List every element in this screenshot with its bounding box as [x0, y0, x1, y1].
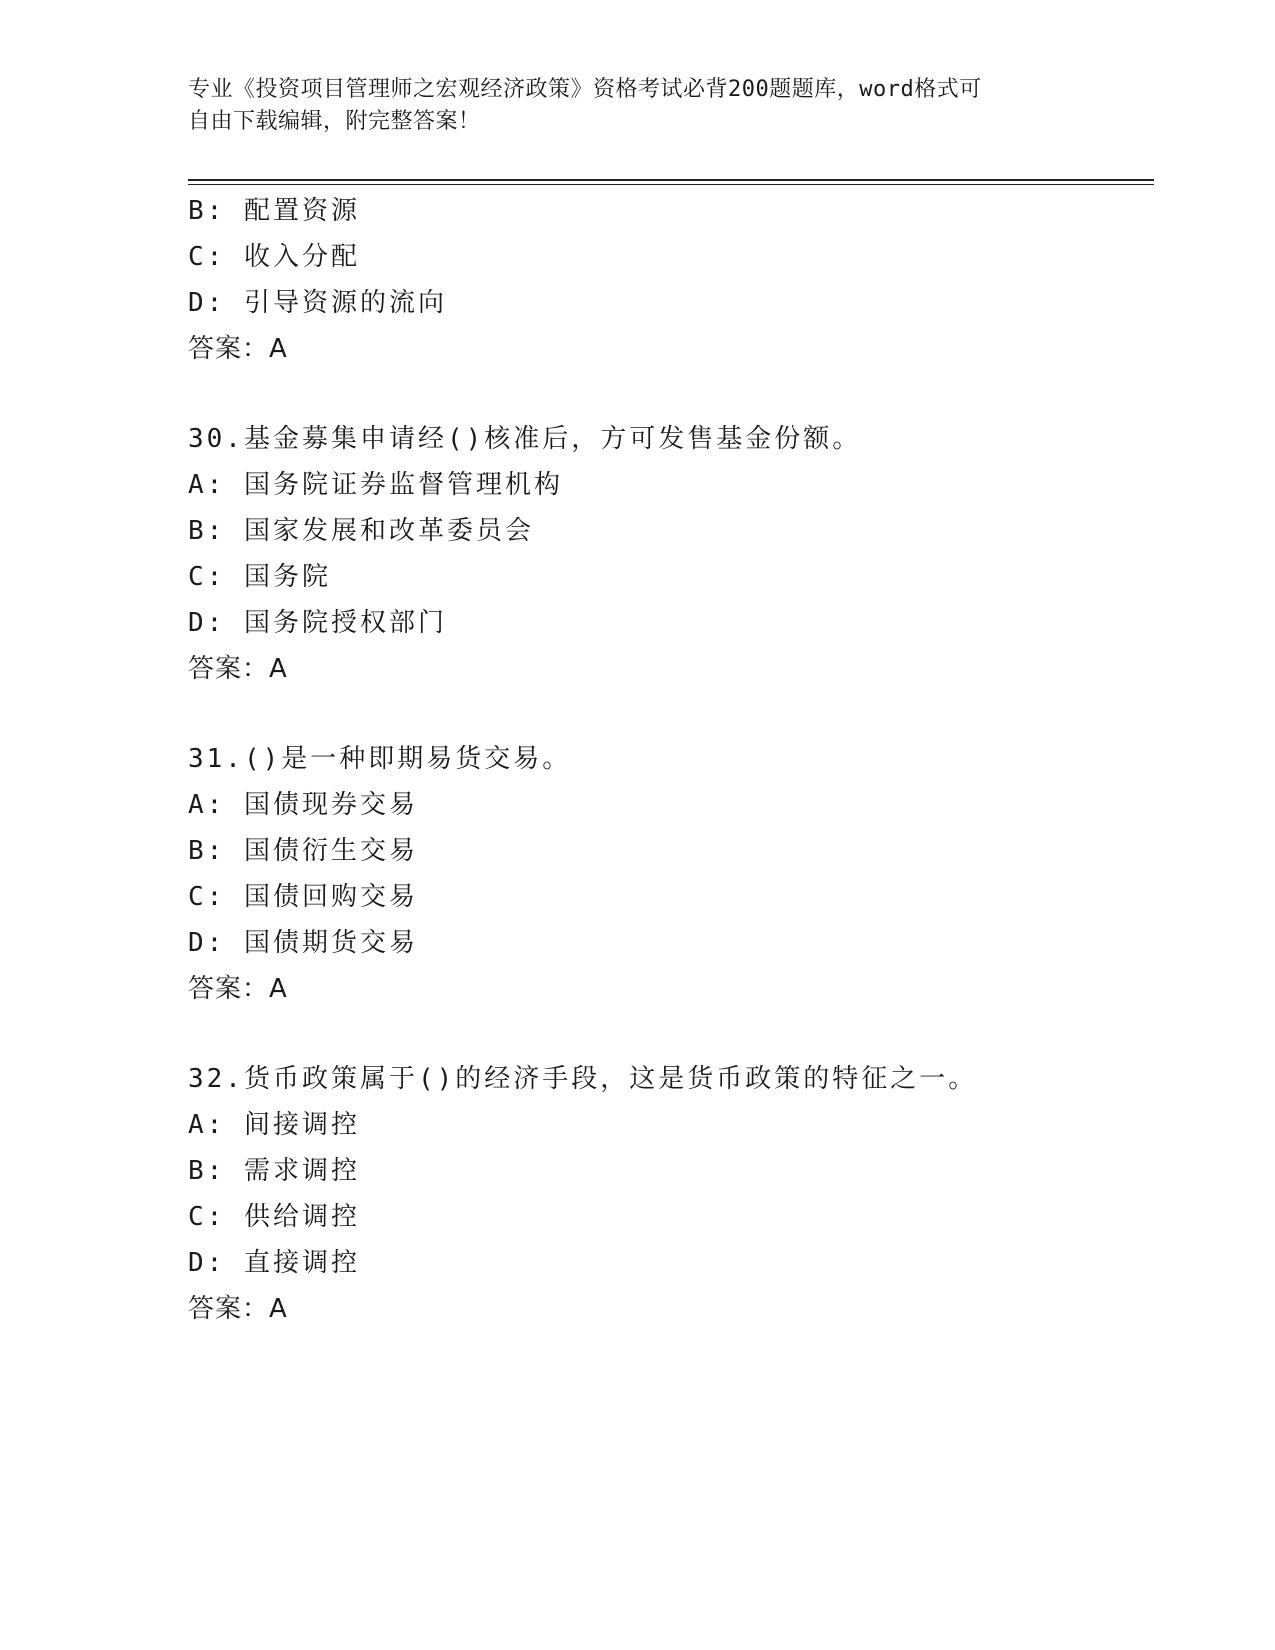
question-stem: 32.货币政策属于()的经济手段，这是货币政策的特征之一。: [188, 1064, 978, 1094]
spacer: [188, 372, 1154, 416]
answer-line: 答案：A: [188, 1294, 288, 1324]
header-line-1: 专业《投资项目管理师之宏观经济政策》资格考试必背200题题库，word格式可: [188, 77, 982, 102]
header-divider-thick: [188, 179, 1154, 181]
question-stem: 31.()是一种即期易货交易。: [188, 744, 572, 774]
question-31: [188, 736, 1154, 1012]
partial-question: [188, 188, 1154, 372]
document-body: [188, 188, 1154, 1332]
header-line-2: 自由下载编辑，附完整答案！: [188, 109, 481, 134]
option-b: B: 需求调控: [188, 1156, 360, 1186]
option-c: C: 收入分配: [188, 242, 360, 272]
option-b: B: 国债衍生交易: [188, 836, 418, 866]
question-30: [188, 416, 1154, 692]
option-d: D: 国务院授权部门: [188, 608, 447, 638]
spacer: [188, 1012, 1154, 1056]
answer-line: 答案：A: [188, 974, 288, 1004]
option-b: B: 国家发展和改革委员会: [188, 516, 534, 546]
option-d: D: 国债期货交易: [188, 928, 418, 958]
option-c: C: 国务院: [188, 562, 331, 592]
spacer: [188, 692, 1154, 736]
option-c: C: 供给调控: [188, 1202, 360, 1232]
question-stem: 30.基金募集申请经()核准后，方可发售基金份额。: [188, 424, 862, 454]
option-a: A: 国务院证券监督管理机构: [188, 470, 563, 500]
option-d: D: 直接调控: [188, 1248, 360, 1278]
answer-line: 答案：A: [188, 654, 288, 684]
option-c: C: 国债回购交易: [188, 882, 418, 912]
option-d: D: 引导资源的流向: [188, 288, 447, 318]
question-32: [188, 1056, 1154, 1332]
option-a: A: 间接调控: [188, 1110, 360, 1140]
option-a: A: 国债现券交易: [188, 790, 418, 820]
answer-line: 答案：A: [188, 334, 288, 364]
document-header: [188, 74, 1088, 138]
header-divider-thin: [188, 184, 1154, 185]
option-b: B: 配置资源: [188, 196, 360, 226]
